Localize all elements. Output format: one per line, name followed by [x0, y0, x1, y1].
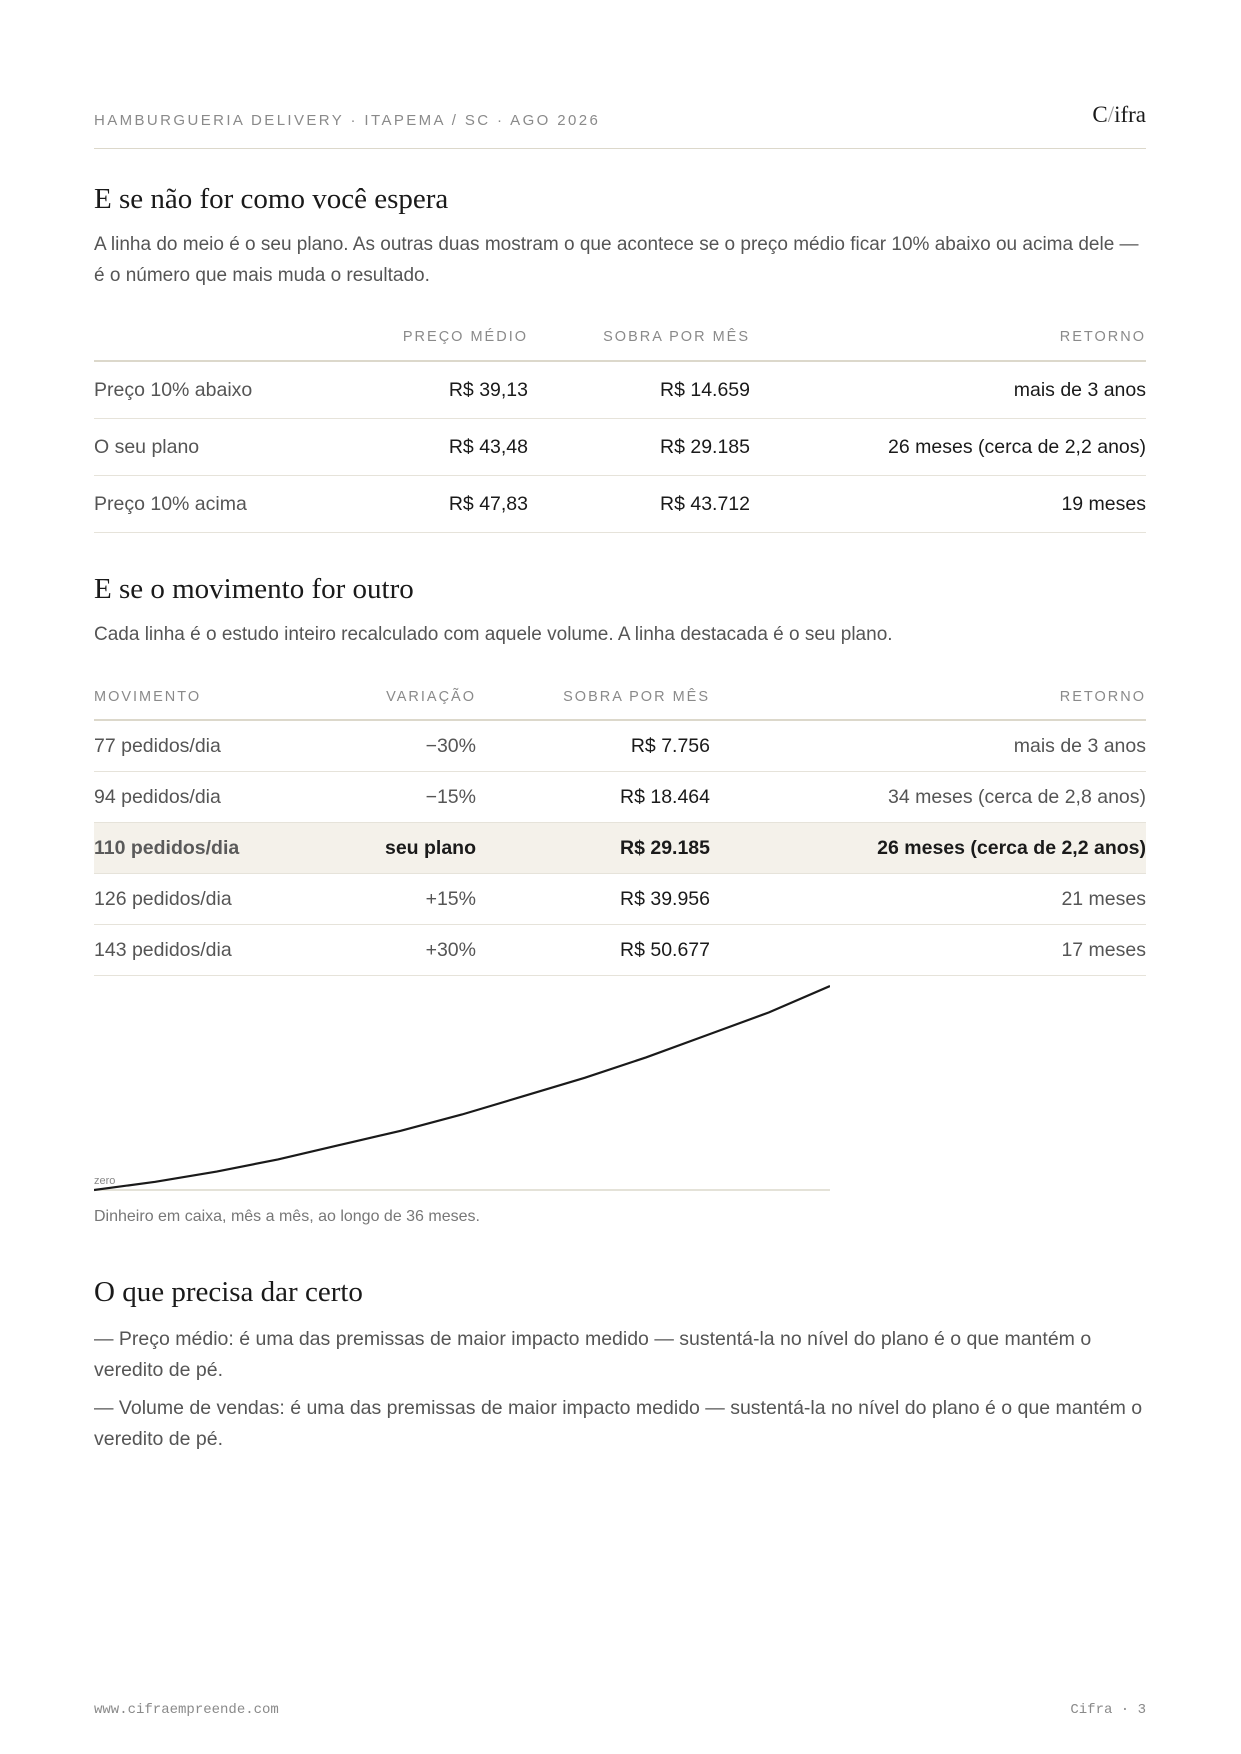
- col-variation-header: VARIAÇÃO: [300, 675, 476, 720]
- volume-section: [94, 571, 1146, 650]
- row-surplus: R$ 50.677: [476, 925, 710, 976]
- col-surplus-header: SOBRA POR MÊS: [528, 314, 750, 361]
- row-variation: −30%: [300, 720, 476, 772]
- row-return: 34 meses (cerca de 2,8 anos): [710, 772, 1146, 823]
- row-label: O seu plano: [94, 419, 344, 476]
- price-section: [94, 181, 1146, 291]
- row-surplus: R$ 29.185: [476, 823, 710, 874]
- cash-series-line: [94, 986, 830, 1190]
- row-return: 26 meses (cerca de 2,2 anos): [710, 823, 1146, 874]
- table-row: [94, 874, 1146, 925]
- brand-logo: [1092, 102, 1146, 128]
- row-price: R$ 43,48: [344, 419, 528, 476]
- row-variation: +15%: [300, 874, 476, 925]
- table-row: [94, 361, 1146, 419]
- volume-table: [94, 675, 1146, 976]
- risks-section: [94, 1274, 1146, 1455]
- brand-rest: ifra: [1114, 102, 1146, 127]
- chart-caption: Dinheiro em caixa, mês a mês, ao longo de 36 meses.: [94, 1208, 480, 1225]
- table-row: [94, 772, 1146, 823]
- row-variation: +30%: [300, 925, 476, 976]
- row-variation: seu plano: [300, 823, 476, 874]
- col-price-header: PREÇO MÉDIO: [344, 314, 528, 361]
- row-return: 17 meses: [710, 925, 1146, 976]
- row-return: mais de 3 anos: [750, 361, 1146, 419]
- volume-section-title: E se o movimento for outro: [94, 573, 414, 605]
- col-surplus-header: SOBRA POR MÊS: [476, 675, 710, 720]
- volume-table-wrap: [94, 675, 1146, 976]
- col-return-header: RETORNO: [750, 314, 1146, 361]
- row-surplus: R$ 39.956: [476, 874, 710, 925]
- footer-url: www.cifraempreende.com: [94, 1702, 279, 1718]
- brand-slash: /: [1107, 102, 1115, 127]
- row-label: 126 pedidos/dia: [94, 874, 300, 925]
- row-return: 19 meses: [750, 476, 1146, 533]
- row-label: 77 pedidos/dia: [94, 720, 300, 772]
- baseline-label: zero: [94, 1175, 116, 1187]
- col-movement-header: MOVIMENTO: [94, 675, 300, 720]
- row-price: R$ 47,83: [344, 476, 528, 533]
- price-table: [94, 314, 1146, 533]
- row-return: mais de 3 anos: [710, 720, 1146, 772]
- risks-list: [94, 1324, 1146, 1455]
- report-page: [94, 0, 1146, 1754]
- table-row: [94, 476, 1146, 533]
- row-label: 143 pedidos/dia: [94, 925, 300, 976]
- row-label: Preço 10% abaixo: [94, 361, 344, 419]
- row-return: 21 meses: [710, 874, 1146, 925]
- row-return: 26 meses (cerca de 2,2 anos): [750, 419, 1146, 476]
- col-return-header: RETORNO: [710, 675, 1146, 720]
- row-surplus: R$ 14.659: [528, 361, 750, 419]
- table-row: [94, 419, 1146, 476]
- price-section-title: E se não for como você espera: [94, 183, 449, 215]
- price-table-wrap: [94, 314, 1146, 533]
- page-footer: [94, 1702, 1146, 1718]
- row-price: R$ 39,13: [344, 361, 528, 419]
- risk-item: — Preço médio: é uma das premissas de maior impacto medido — sustentá-la no nível do plano é o que mantém o veredito de pé.: [94, 1328, 1092, 1381]
- row-surplus: R$ 18.464: [476, 772, 710, 823]
- risk-item: — Volume de vendas: é uma das premissas de maior impacto medido — sustentá-la no nível do plano é o que mantém o veredito de pé.: [94, 1397, 1143, 1450]
- row-label: 110 pedidos/dia: [94, 823, 300, 874]
- page-header: [94, 104, 1146, 149]
- col-label-header: [94, 314, 344, 361]
- table-row-highlighted: [94, 823, 1146, 874]
- row-label: Preço 10% acima: [94, 476, 344, 533]
- row-surplus: R$ 7.756: [476, 720, 710, 772]
- row-surplus: R$ 43.712: [528, 476, 750, 533]
- cash-line-chart: [94, 982, 830, 1192]
- row-label: 94 pedidos/dia: [94, 772, 300, 823]
- footer-page-number: Cifra · 3: [1070, 1702, 1146, 1718]
- table-row: [94, 720, 1146, 772]
- table-row: [94, 925, 1146, 976]
- header-kicker: HAMBURGUERIA DELIVERY · ITAPEMA / SC · AGO 2026: [94, 112, 601, 129]
- row-variation: −15%: [300, 772, 476, 823]
- risks-section-title: O que precisa dar certo: [94, 1276, 363, 1308]
- price-section-intro: A linha do meio é o seu plano. As outras duas mostram o que acontece se o preço médio ficar 10% abaixo ou acima dele — é o número que mais muda o resultado.: [94, 234, 1139, 286]
- volume-table-header: [94, 675, 1146, 720]
- volume-section-intro: Cada linha é o estudo inteiro recalculado com aquele volume. A linha destacada é o seu plano.: [94, 624, 893, 645]
- price-table-header: [94, 314, 1146, 361]
- brand-c: C: [1092, 102, 1108, 127]
- row-surplus: R$ 29.185: [528, 419, 750, 476]
